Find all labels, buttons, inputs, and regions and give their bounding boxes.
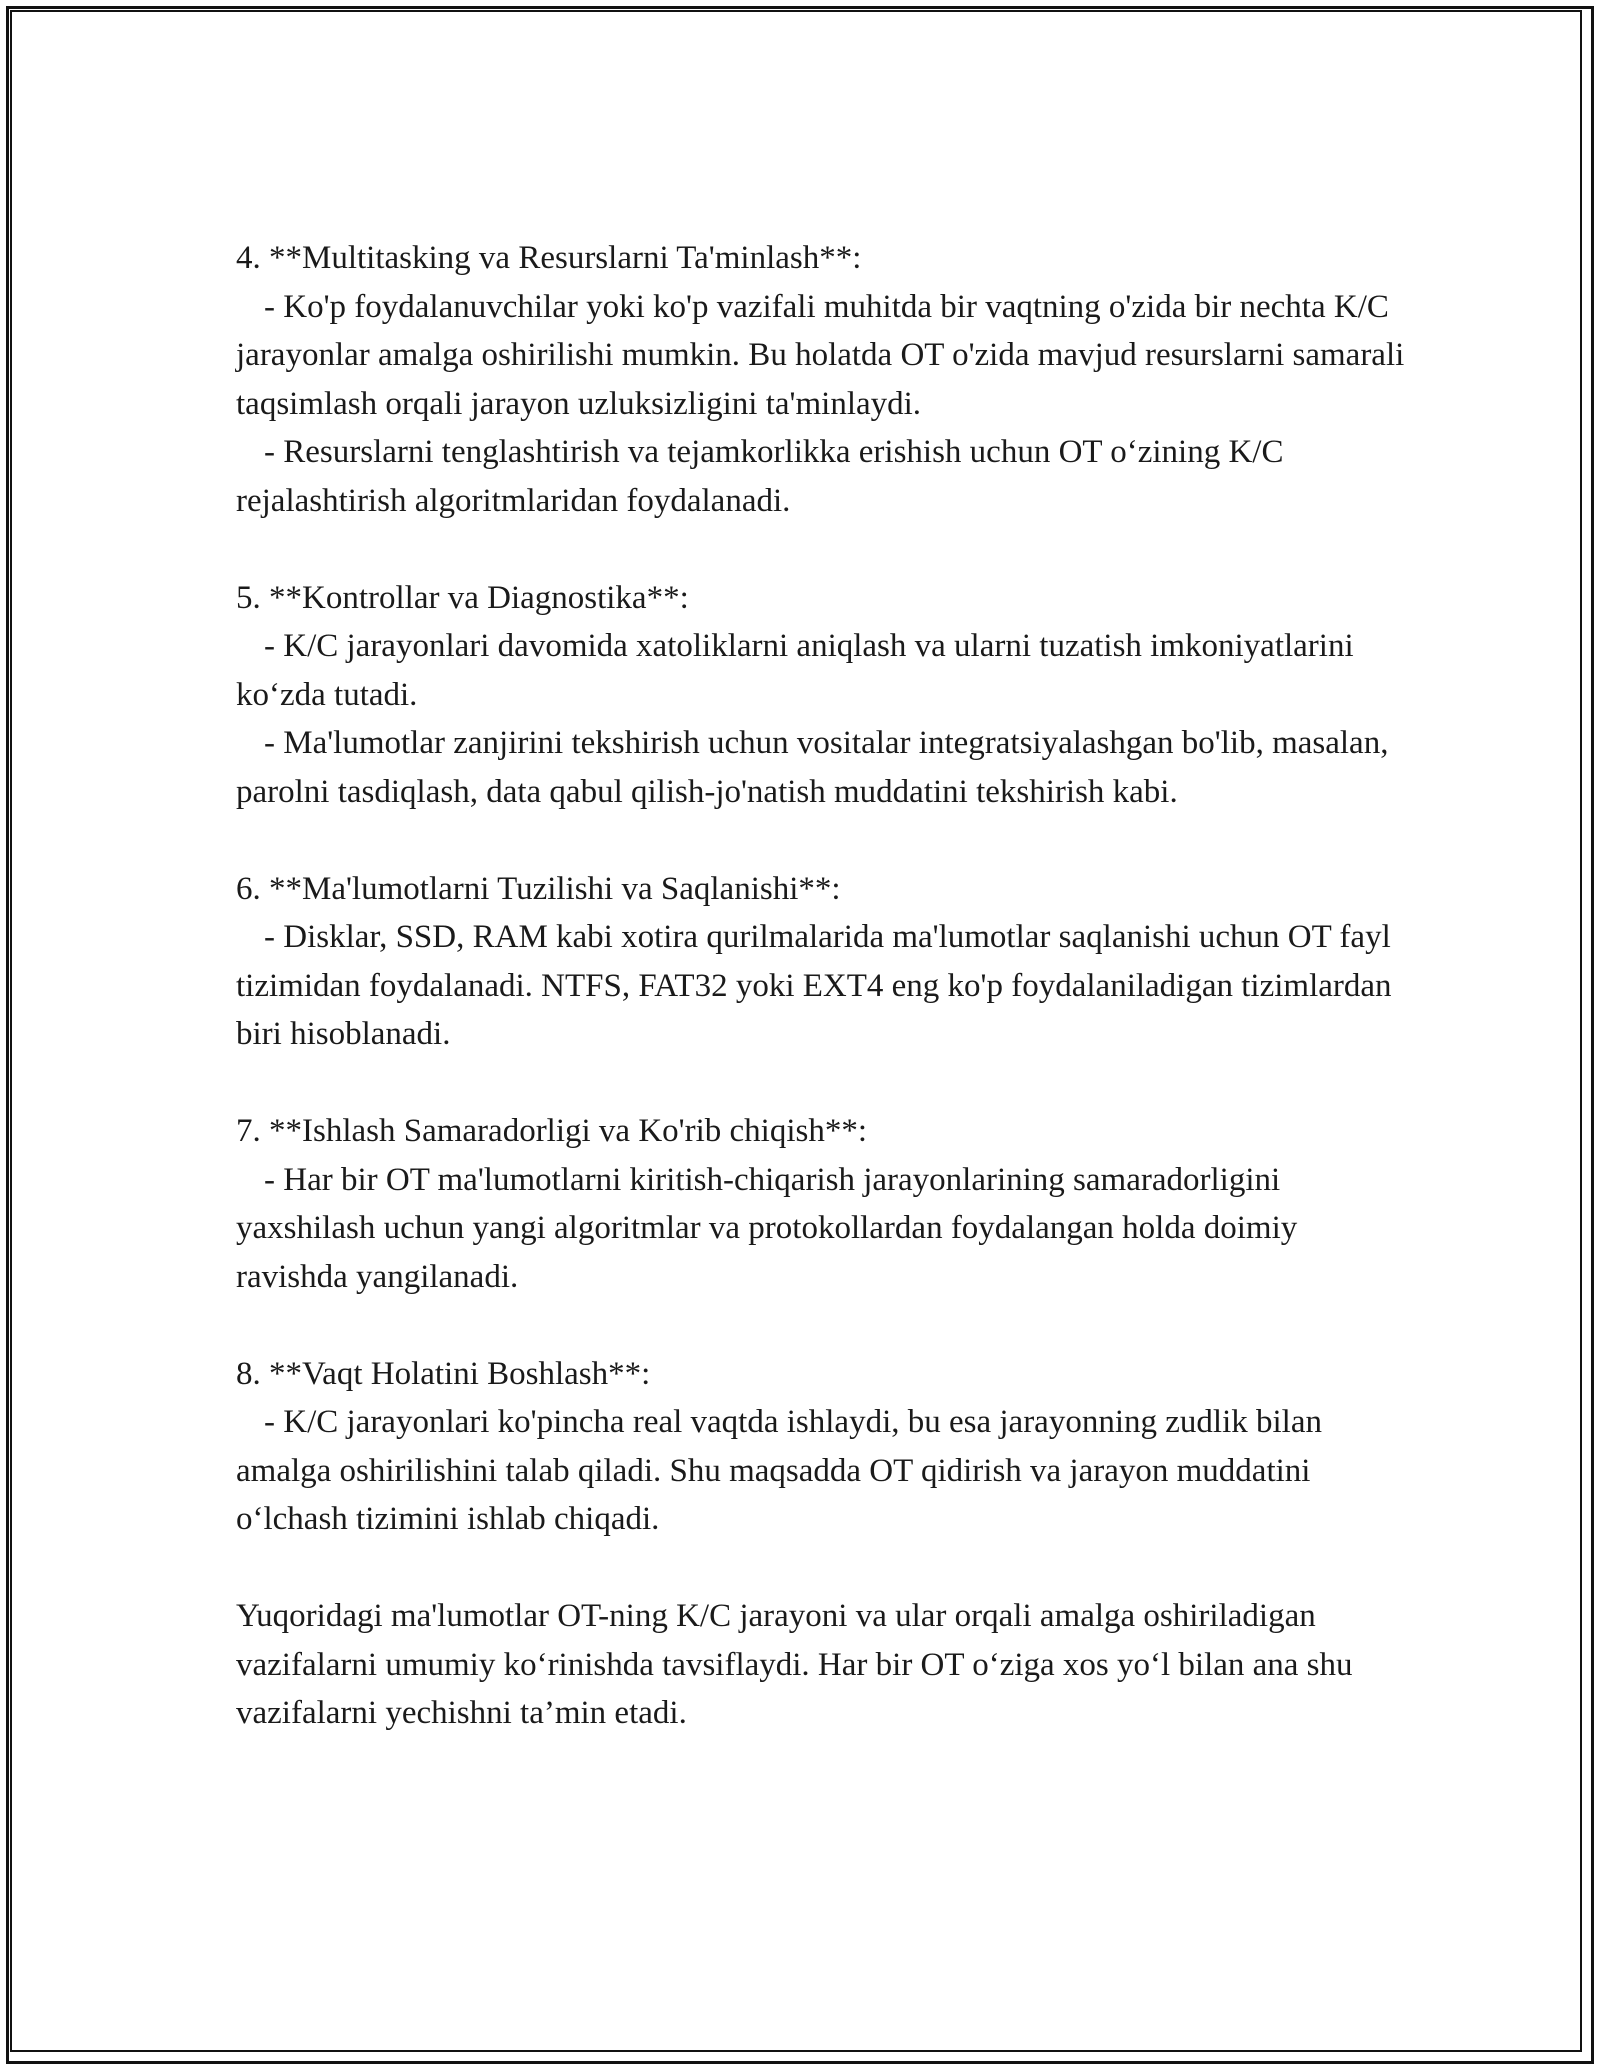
section-multitasking (236, 234, 1416, 525)
section-heading: 7. **Ishlash Samaradorligi va Ko'rib chiqish**: (236, 1113, 868, 1149)
section-heading: 6. **Ma'lumotlarni Tuzilishi va Saqlanishi**: (236, 870, 841, 907)
section-bullet: - K/C jarayonlari ko'pincha real vaqtda ishlaydi, bu esa jarayonning zudlik bilan amalga oshirilishini talab qiladi. Shu maqsadda OT qidirish va jarayon muddatini o‘lchash tizimini ishlab chiqadi. (236, 1404, 1322, 1537)
section-bullet: - Disklar, SSD, RAM kabi xotira qurilmalarida ma'lumotlar saqlanishi uchun OT fayl tizimidan foydalanadi. NTFS, FAT32 yoki EXT4 eng ko'p foydalaniladigan tizimlardan biri hisoblanadi. (236, 919, 1392, 1052)
conclusion-paragraph: Yuqoridagi ma'lumotlar OT-ning K/C jarayoni va ular orqali amalga oshiriladigan vazifalarni umumiy ko‘rinishda tavsiflaydi. Har bir OT o‘ziga xos yo‘l bilan ana shu vazifalarni yechishni ta’min etadi. (236, 1598, 1353, 1731)
section-data-storage (236, 865, 1416, 1059)
section-heading: 8. **Vaqt Holatini Boshlash**: (236, 1355, 651, 1392)
section-bullet: - Ma'lumotlar zanjirini tekshirish uchun vositalar integratsiyalashgan bo'lib, masalan, parolni tasdiqlash, data qabul qilish-jo'natish muddatini tekshirish kabi. (236, 725, 1389, 810)
section-bullet: - Ko'p foydalanuvchilar yoki ko'p vazifali muhitda bir vaqtning o'zida bir nechta K/C jarayonlar amalga oshirilishi mumkin. Bu holatda OT o'zida mavjud resurslarni samarali taqsimlash orqali jarayon uzluksizligini ta'minlaydi. (236, 288, 1405, 422)
section-heading: 5. **Kontrollar va Diagnostika**: (236, 579, 689, 616)
section-bullet: - Resurslarni tenglashtirish va tejamkorlikka erishish uchun OT o‘zining K/C rejalashtirish algoritmlaridan foydalanadi. (236, 434, 1284, 519)
document-body (236, 234, 1416, 1738)
section-performance (236, 1107, 1416, 1301)
section-bullet: - Har bir OT ma'lumotlarni kiritish-chiqarish jarayonlarining samaradorligini yaxshilash uchun yangi algoritmlar va protokollardan foydalangan holda doimiy ravishda yangilanadi. (236, 1161, 1298, 1295)
section-heading: 4. **Multitasking va Resurslarni Ta'minlash**: (236, 240, 862, 276)
section-realtime (236, 1350, 1416, 1544)
section-bullet: - K/C jarayonlari davomida xatoliklarni aniqlash va ularni tuzatish imkoniyatlarini ko‘zda tutadi. (236, 628, 1354, 713)
section-diagnostics (236, 574, 1416, 817)
